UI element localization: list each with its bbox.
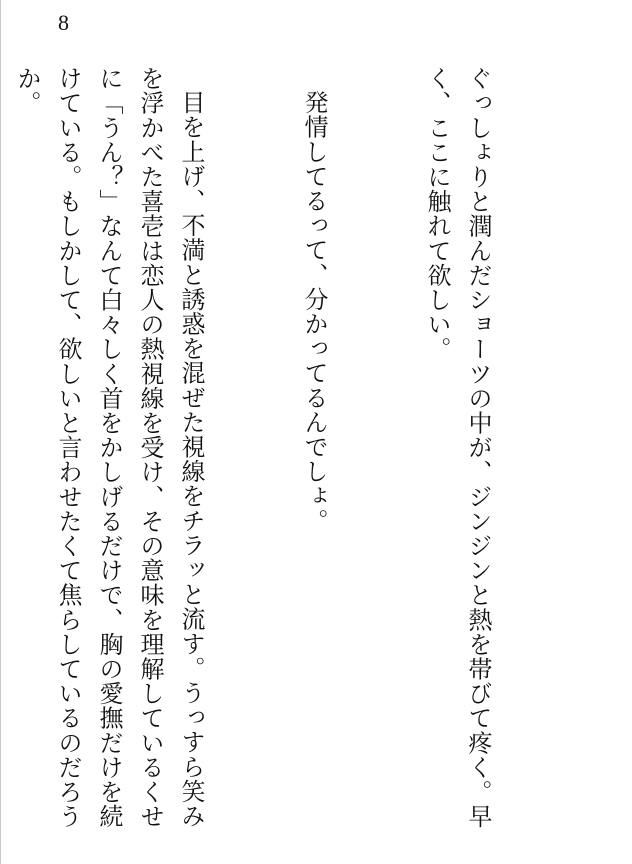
page-number: 8 (58, 10, 69, 35)
paragraph-3: 目を上げ、不満と誘惑を混ぜた視線をチラッと流す。うっすら笑みを浮かべた喜壱は恋人の熱視線を受け、その意味を理解しているくせに「うん？」なんて白々しく首をかしげるだけで、胸の愛撫だけを続けている。もしかして、欲しいと言わせたくて焦らしているのだろうか。 (13, 66, 205, 829)
vertical-text-body (0, 66, 580, 846)
paragraph-1: ぐっしょりと潤んだショーツの中が、ジンジンと熱を帯びて疼く。早く、ここに触れて欲しい。 (423, 66, 492, 829)
paragraph-2: 発情してるって、分かってるんでしょ。 (300, 90, 328, 533)
